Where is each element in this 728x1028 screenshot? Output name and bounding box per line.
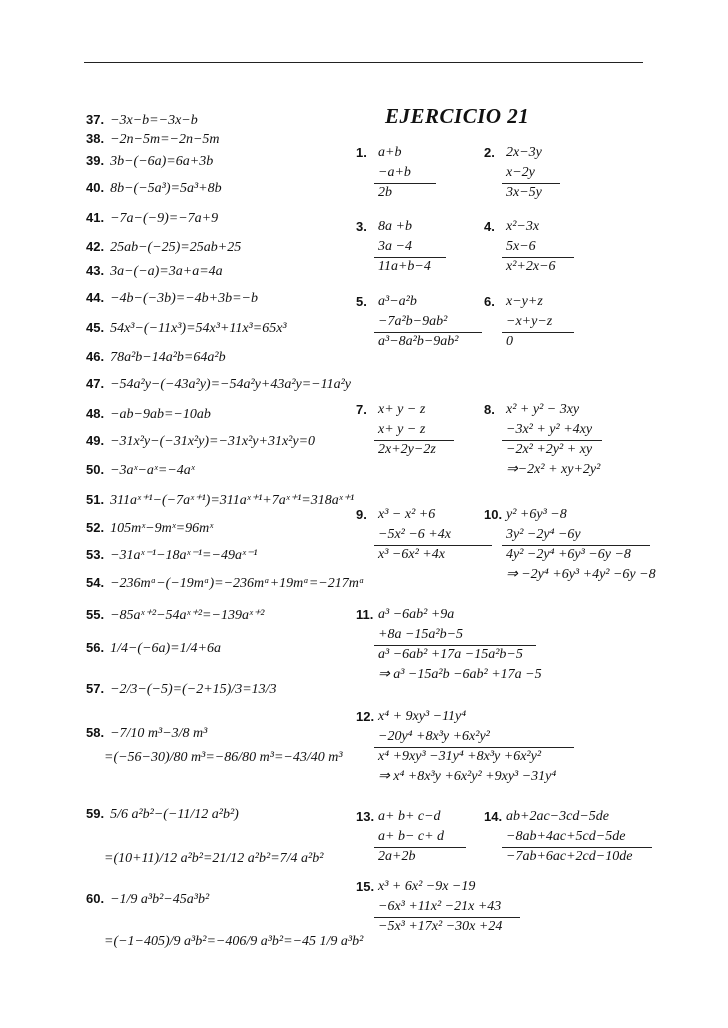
exercise-number: 42. bbox=[86, 239, 105, 254]
sum-line: ab+2ac−3cd−5de bbox=[506, 809, 609, 824]
sum-line: x+ y − z bbox=[378, 422, 426, 437]
sum-line: −x+y−z bbox=[506, 314, 553, 329]
exercise-number: 10. bbox=[484, 507, 503, 522]
exercise-number: 54. bbox=[86, 575, 105, 590]
sum-line: −2x² +2y² + xy bbox=[506, 442, 593, 457]
sum-line: 5x−6 bbox=[506, 239, 536, 254]
solution-expression: −3aˣ−aˣ=−4aˣ bbox=[110, 463, 195, 478]
solution-line bbox=[86, 211, 218, 226]
sum-line: a+ b+ c−d bbox=[378, 809, 441, 824]
exercise-number: 15. bbox=[356, 879, 375, 894]
solution-line bbox=[86, 113, 198, 128]
exercise-number: 55. bbox=[86, 607, 105, 622]
sum-line: x²+2x−6 bbox=[506, 259, 556, 274]
exercise-number: 37. bbox=[86, 112, 105, 127]
sum-rule bbox=[374, 645, 536, 646]
exercise-number: 12. bbox=[356, 709, 375, 724]
sum-rule bbox=[502, 332, 574, 333]
exercise-number: 2. bbox=[484, 145, 495, 160]
sum-line: x+ y − z bbox=[378, 402, 426, 417]
sum-rule bbox=[502, 545, 650, 546]
solution-line bbox=[86, 321, 287, 336]
sum-line: 2x+2y−2z bbox=[378, 442, 436, 457]
solution-expression: −54a²y−(−43a²y)=−54a²y+43a²y=−11a²y bbox=[110, 377, 351, 392]
exercise-number: 58. bbox=[86, 725, 105, 740]
exercise-number: 8. bbox=[484, 402, 495, 417]
sum-rule bbox=[374, 847, 466, 848]
exercise-number: 4. bbox=[484, 219, 495, 234]
exercise-number: 48. bbox=[86, 406, 105, 421]
sum-rule bbox=[374, 332, 482, 333]
solution-expression: =(−56−30)/80 m³=−86/80 m³=−43/40 m³ bbox=[104, 750, 343, 765]
exercise-number: 6. bbox=[484, 294, 495, 309]
sum-line: −7a²b−9ab² bbox=[378, 314, 448, 329]
exercise-number: 46. bbox=[86, 349, 105, 364]
sum-line: x³ − x² +6 bbox=[378, 507, 436, 522]
sum-rule bbox=[374, 917, 520, 918]
solution-expression: −1/9 a³b²−45a³b² bbox=[110, 892, 210, 907]
exercise-title: EJERCICIO 21 bbox=[385, 104, 530, 128]
solution-line bbox=[86, 750, 343, 765]
solution-expression: −31aˣ⁻¹−18aˣ⁻¹=−49aˣ⁻¹ bbox=[110, 548, 258, 563]
solution-line bbox=[86, 132, 220, 147]
solution-line bbox=[86, 493, 354, 508]
sum-line: 4y² −2y⁴ +6y³ −6y −8 bbox=[506, 547, 631, 562]
sum-rule bbox=[502, 440, 602, 441]
solution-expression: 3b−(−6a)=6a+3b bbox=[110, 154, 214, 169]
exercise-number: 52. bbox=[86, 520, 105, 535]
exercise-number: 1. bbox=[356, 145, 367, 160]
solution-expression: 25ab−(−25)=25ab+25 bbox=[110, 240, 242, 255]
solution-expression: =(10+11)/12 a²b²=21/12 a²b²=7/4 a²b² bbox=[104, 851, 324, 866]
solution-expression: −2/3−(−5)=(−2+15)/3=13/3 bbox=[110, 682, 277, 697]
exercise-number: 3. bbox=[356, 219, 367, 234]
sum-line: x²−3x bbox=[506, 219, 540, 234]
solution-line bbox=[86, 463, 195, 478]
sum-line: +8a −15a²b−5 bbox=[378, 627, 464, 642]
sum-line: 3y² −2y⁴ −6y bbox=[506, 527, 581, 542]
solution-line bbox=[86, 434, 315, 449]
exercise-number: 40. bbox=[86, 180, 105, 195]
solution-line bbox=[86, 807, 239, 822]
sum-line: x² + y² − 3xy bbox=[506, 402, 580, 417]
sum-line: −3x² + y² +4xy bbox=[506, 422, 593, 437]
solution-line bbox=[86, 264, 223, 279]
solution-expression: 8b−(−5a³)=5a³+8b bbox=[110, 181, 222, 196]
solution-line bbox=[86, 934, 363, 949]
exercise-number: 41. bbox=[86, 210, 105, 225]
solution-line bbox=[86, 521, 213, 536]
sum-rule bbox=[502, 257, 574, 258]
sum-rule bbox=[374, 747, 574, 748]
solution-line bbox=[86, 407, 211, 422]
sum-line: a³ −6ab² +9a bbox=[378, 607, 455, 622]
sum-line: 2b bbox=[378, 185, 392, 200]
exercise-number: 49. bbox=[86, 433, 105, 448]
solution-line bbox=[86, 576, 364, 591]
solution-line bbox=[86, 641, 221, 656]
solution-expression: −7a−(−9)=−7a+9 bbox=[110, 211, 219, 226]
sum-line: a³ −6ab² +17a −15a²b−5 bbox=[378, 647, 523, 662]
solution-line bbox=[86, 350, 226, 365]
sum-rule bbox=[374, 440, 454, 441]
solution-expression: −3x−b=−3x−b bbox=[110, 113, 198, 128]
exercise-number: 7. bbox=[356, 402, 367, 417]
solution-line bbox=[86, 377, 351, 392]
sum-line: −5x² −6 +4x bbox=[378, 527, 451, 542]
sum-line: 8a +b bbox=[378, 219, 412, 234]
sum-line: ⇒ x⁴ +8x³y +6x²y² +9xy³ −31y⁴ bbox=[378, 769, 557, 784]
sum-rule bbox=[374, 545, 492, 546]
sum-line: 3a −4 bbox=[378, 239, 412, 254]
solution-expression: 5/6 a²b²−(−11/12 a²b²) bbox=[110, 807, 239, 822]
solution-line bbox=[86, 608, 264, 623]
solution-expression: 105mˣ−9mˣ=96mˣ bbox=[110, 521, 214, 536]
solution-expression: 3a−(−a)=3a+a=4a bbox=[110, 264, 223, 279]
solution-expression: −31x²y−(−31x²y)=−31x²y+31x²y=0 bbox=[110, 434, 316, 449]
exercise-number: 60. bbox=[86, 891, 105, 906]
exercise-number: 39. bbox=[86, 153, 105, 168]
exercise-number: 45. bbox=[86, 320, 105, 335]
sum-line: x−2y bbox=[506, 165, 535, 180]
solution-expression: 1/4−(−6a)=1/4+6a bbox=[110, 641, 221, 656]
sum-line: 11a+b−4 bbox=[378, 259, 431, 274]
sum-line: a+ b− c+ d bbox=[378, 829, 445, 844]
solution-expression: −4b−(−3b)=−4b+3b=−b bbox=[110, 291, 258, 306]
sum-line: x⁴ +9xy³ −31y⁴ +8x³y +6x²y² bbox=[378, 749, 542, 764]
solution-line bbox=[86, 851, 323, 866]
solution-expression: −7/10 m³−3/8 m³ bbox=[110, 726, 208, 741]
sum-line: −a+b bbox=[378, 165, 411, 180]
solution-line bbox=[86, 291, 258, 306]
exercise-number: 59. bbox=[86, 806, 105, 821]
solution-expression: =(−1−405)/9 a³b²=−406/9 a³b²=−45 1/9 a³b² bbox=[104, 934, 364, 949]
exercise-number: 14. bbox=[484, 809, 503, 824]
sum-rule bbox=[502, 183, 560, 184]
sum-line: 0 bbox=[506, 334, 513, 349]
solution-line bbox=[86, 682, 277, 697]
sum-line: x³ −6x² +4x bbox=[378, 547, 445, 562]
solution-line bbox=[86, 548, 257, 563]
sum-line: 2a+2b bbox=[378, 849, 416, 864]
exercise-number: 44. bbox=[86, 290, 105, 305]
sum-rule bbox=[374, 183, 436, 184]
exercise-number: 57. bbox=[86, 681, 105, 696]
sum-line: −20y⁴ +8x³y +6x²y² bbox=[378, 729, 490, 744]
exercise-number: 13. bbox=[356, 809, 375, 824]
sum-rule bbox=[374, 257, 446, 258]
sum-line: x³ + 6x² −9x −19 bbox=[378, 879, 476, 894]
solution-expression: −236mᵃ−(−19mᵃ)=−236mᵃ+19mᵃ=−217mᵃ bbox=[110, 576, 365, 591]
sum-line: ⇒ a³ −15a²b −6ab² +17a −5 bbox=[378, 667, 542, 682]
solution-line bbox=[86, 240, 241, 255]
exercise-number: 9. bbox=[356, 507, 367, 522]
solution-expression: 54x³−(−11x³)=54x³+11x³=65x³ bbox=[110, 321, 287, 336]
sum-line: 3x−5y bbox=[506, 185, 542, 200]
sum-line: −6x³ +11x² −21x +43 bbox=[378, 899, 502, 914]
solution-expression: −2n−5m=−2n−5m bbox=[110, 132, 220, 147]
sum-line: a+b bbox=[378, 145, 402, 160]
sum-rule bbox=[502, 847, 652, 848]
sum-line: a³−8a²b−9ab² bbox=[378, 334, 459, 349]
exercise-number: 11. bbox=[356, 607, 374, 622]
sum-line: −5x³ +17x² −30x +24 bbox=[378, 919, 503, 934]
sum-line: x⁴ + 9xy³ −11y⁴ bbox=[378, 709, 467, 724]
solution-line bbox=[86, 726, 207, 741]
sum-line: ⇒−2x² + xy+2y² bbox=[506, 462, 601, 477]
sum-line: 2x−3y bbox=[506, 145, 542, 160]
sum-line: a³−a²b bbox=[378, 294, 417, 309]
exercise-number: 38. bbox=[86, 131, 105, 146]
solution-line bbox=[86, 892, 209, 907]
solution-expression: −85aˣ⁺²−54aˣ⁺²=−139aˣ⁺² bbox=[110, 608, 265, 623]
exercise-number: 56. bbox=[86, 640, 105, 655]
solution-expression: 78a²b−14a²b=64a²b bbox=[110, 350, 226, 365]
sum-line: −7ab+6ac+2cd−10de bbox=[506, 849, 633, 864]
exercise-number: 47. bbox=[86, 376, 105, 391]
sum-line: y² +6y³ −8 bbox=[506, 507, 567, 522]
exercise-number: 50. bbox=[86, 462, 105, 477]
exercise-number: 43. bbox=[86, 263, 105, 278]
sum-line: −8ab+4ac+5cd−5de bbox=[506, 829, 626, 844]
exercise-number: 53. bbox=[86, 547, 105, 562]
header-rule bbox=[84, 62, 643, 63]
solution-expression: −ab−9ab=−10ab bbox=[110, 407, 211, 422]
solution-expression: 311aˣ⁺¹−(−7aˣ⁺¹)=311aˣ⁺¹+7aˣ⁺¹=318aˣ⁺¹ bbox=[110, 493, 355, 508]
exercise-number: 5. bbox=[356, 294, 367, 309]
sum-line: ⇒ −2y⁴ +6y³ +4y² −6y −8 bbox=[506, 567, 656, 582]
solution-line bbox=[86, 154, 213, 169]
solution-line bbox=[86, 181, 222, 196]
sum-line: x−y+z bbox=[506, 294, 543, 309]
exercise-number: 51. bbox=[86, 492, 105, 507]
